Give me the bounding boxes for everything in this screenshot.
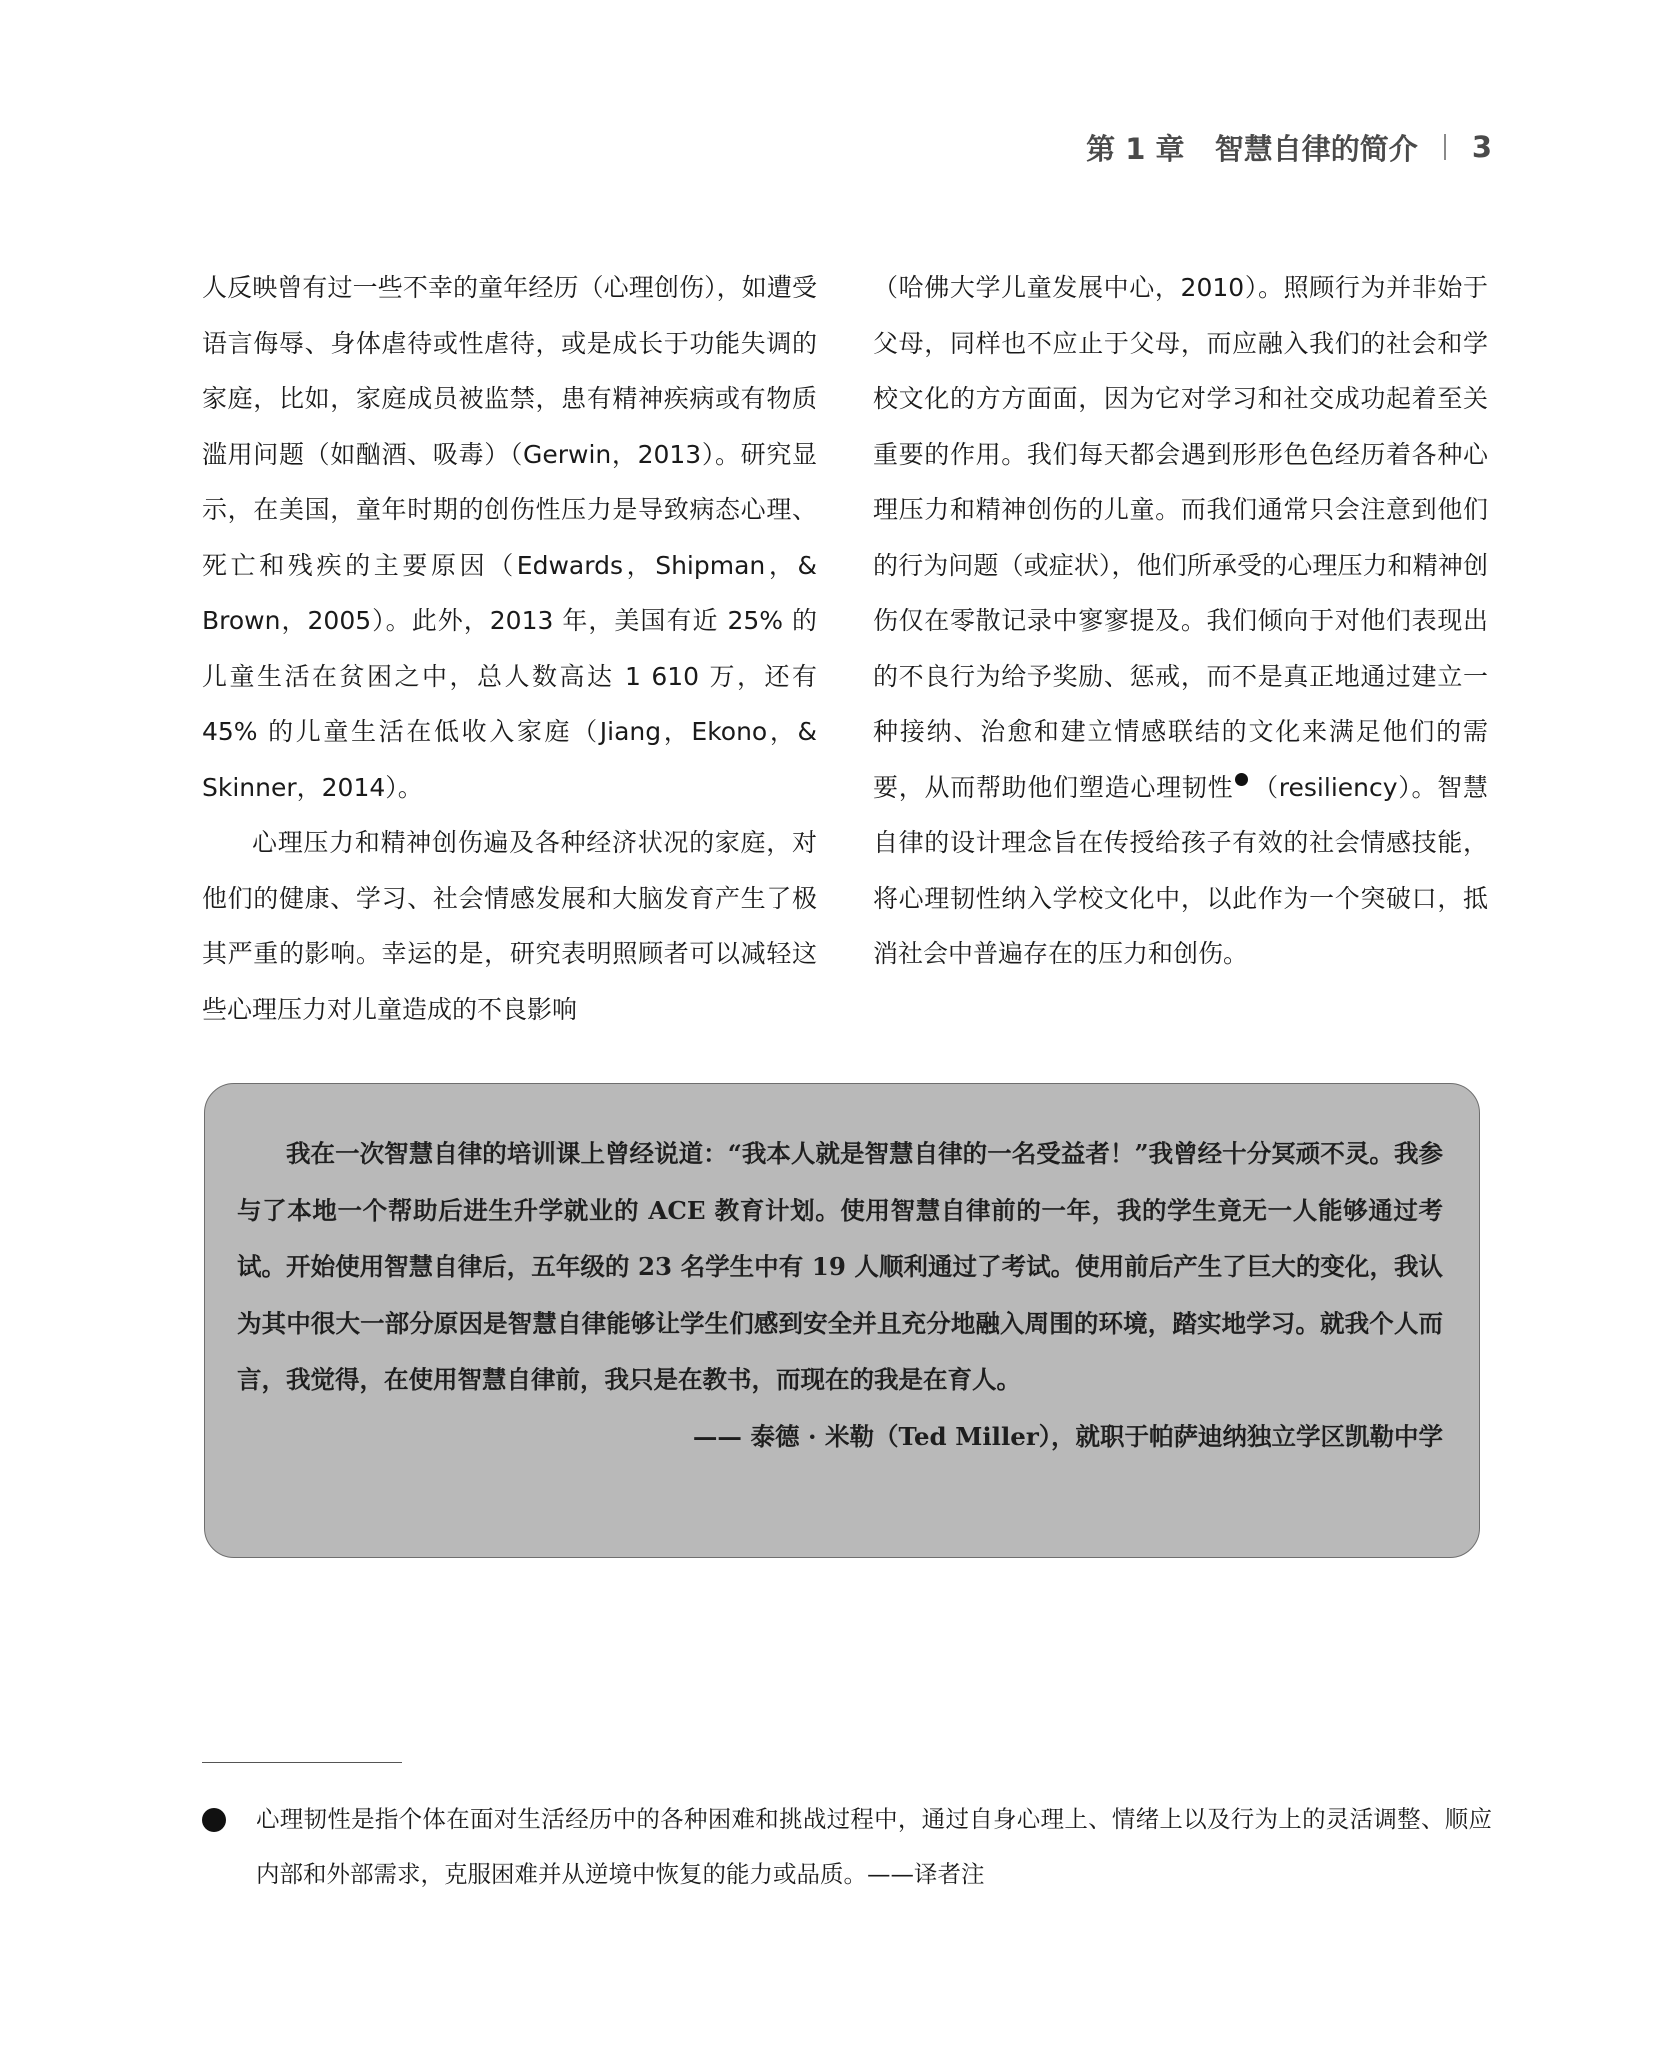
body-paragraph: 人反映曾有过一些不幸的童年经历（心理创伤），如遭受语言侮辱、身体虐待或性虐待，或是成长于功能失调的家庭，比如，家庭成员被监禁，患有精神疾病或有物质滥用问题（如酗酒、吸毒）（Gerwin，2013）。研究显示，在美国，童年时期的创伤性压力是导致病态心理、死亡和残疾的主要原因（Edwards，Shipman，& Brown，2005）。此外，2013 年，美国有近 25% 的儿童生活在贫困之中，总人数高达 1 610 万，还有 45% 的儿童生活在低收入家庭（Jiang，Ekono，& Skinner，2014）。 [202, 273, 817, 802]
right-column [873, 260, 1488, 982]
header-divider [1444, 134, 1446, 160]
body-paragraph [873, 260, 1488, 982]
footnote [202, 1792, 1492, 1902]
chapter-title: 智慧自律的简介 [1214, 131, 1418, 166]
page-number: 3 [1471, 130, 1492, 164]
running-header [1086, 122, 1492, 172]
body-text: （resiliency）。智慧自律的设计理念旨在传授给孩子有效的社会情感技能，将心理韧性纳入学校文化中，以此作为一个突破口，抵消社会中普遍存在的压力和创伤。 [873, 772, 1488, 968]
chapter-label: 第 1 章 [1086, 131, 1185, 166]
body-paragraph: 心理压力和精神创伤遍及各种经济状况的家庭，对他们的健康、学习、社会情感发展和大脑发育产生了极其严重的影响。幸运的是，研究表明照顾者可以减轻这些心理压力对儿童造成的不良影响 [202, 828, 817, 1024]
left-column [202, 260, 817, 1037]
footnote-divider [202, 1762, 402, 1763]
quote-attribution: —— 泰德 · 米勒（Ted Miller），就职于帕萨迪纳独立学区凯勒中学 [692, 1421, 1443, 1451]
footnote-marker-icon[interactable] [1235, 773, 1248, 786]
body-text: （哈佛大学儿童发展中心，2010）。照顾行为并非始于父母，同样也不应止于父母，而应融入我们的社会和学校文化的方方面面，因为它对学习和社交成功起着至关重要的作用。我们每天都会遇到形形色色经历着各种心理压力和精神创伤的儿童。而我们通常只会注意到他们的行为问题（或症状），他们所承受的心理压力和精神创伤仅在零散记录中寥寥提及。我们倾向于对他们表现出的不良行为给予奖励、惩戒，而不是真正地通过建立一种接纳、治愈和建立情感联结的文化来满足他们的需要，从而帮助他们塑造心理韧性 [873, 273, 1488, 802]
header-title [1086, 127, 1418, 168]
footnote-marker-icon [202, 1808, 226, 1832]
quote-box [204, 1083, 1480, 1558]
quote-text: 我在一次智慧自律的培训课上曾经说道：“我本人就是智慧自律的一名受益者！”我曾经十分冥顽不灵。我参与了本地一个帮助后进生升学就业的 ACE 教育计划。使用智慧自律前的一年，我的学生竟无一人能够通过考试。开始使用智慧自律后，五年级的 23 名学生中有 19 人顺利通过了考试。使用前后产生了巨大的变化，我认为其中很大一部分原因是智慧自律能够让学生们感到安全并且充分地融入周围的环境，踏实地学习。就我个人而言，我觉得，在使用智慧自律前，我只是在教书，而现在的我是在育人。 [237, 1139, 1443, 1394]
footnote-text: 心理韧性是指个体在面对生活经历中的各种困难和挑战过程中，通过自身心理上、情绪上以及行为上的灵活调整、顺应内部和外部需求，克服困难并从逆境中恢复的能力或品质。——译者注 [256, 1805, 1492, 1888]
